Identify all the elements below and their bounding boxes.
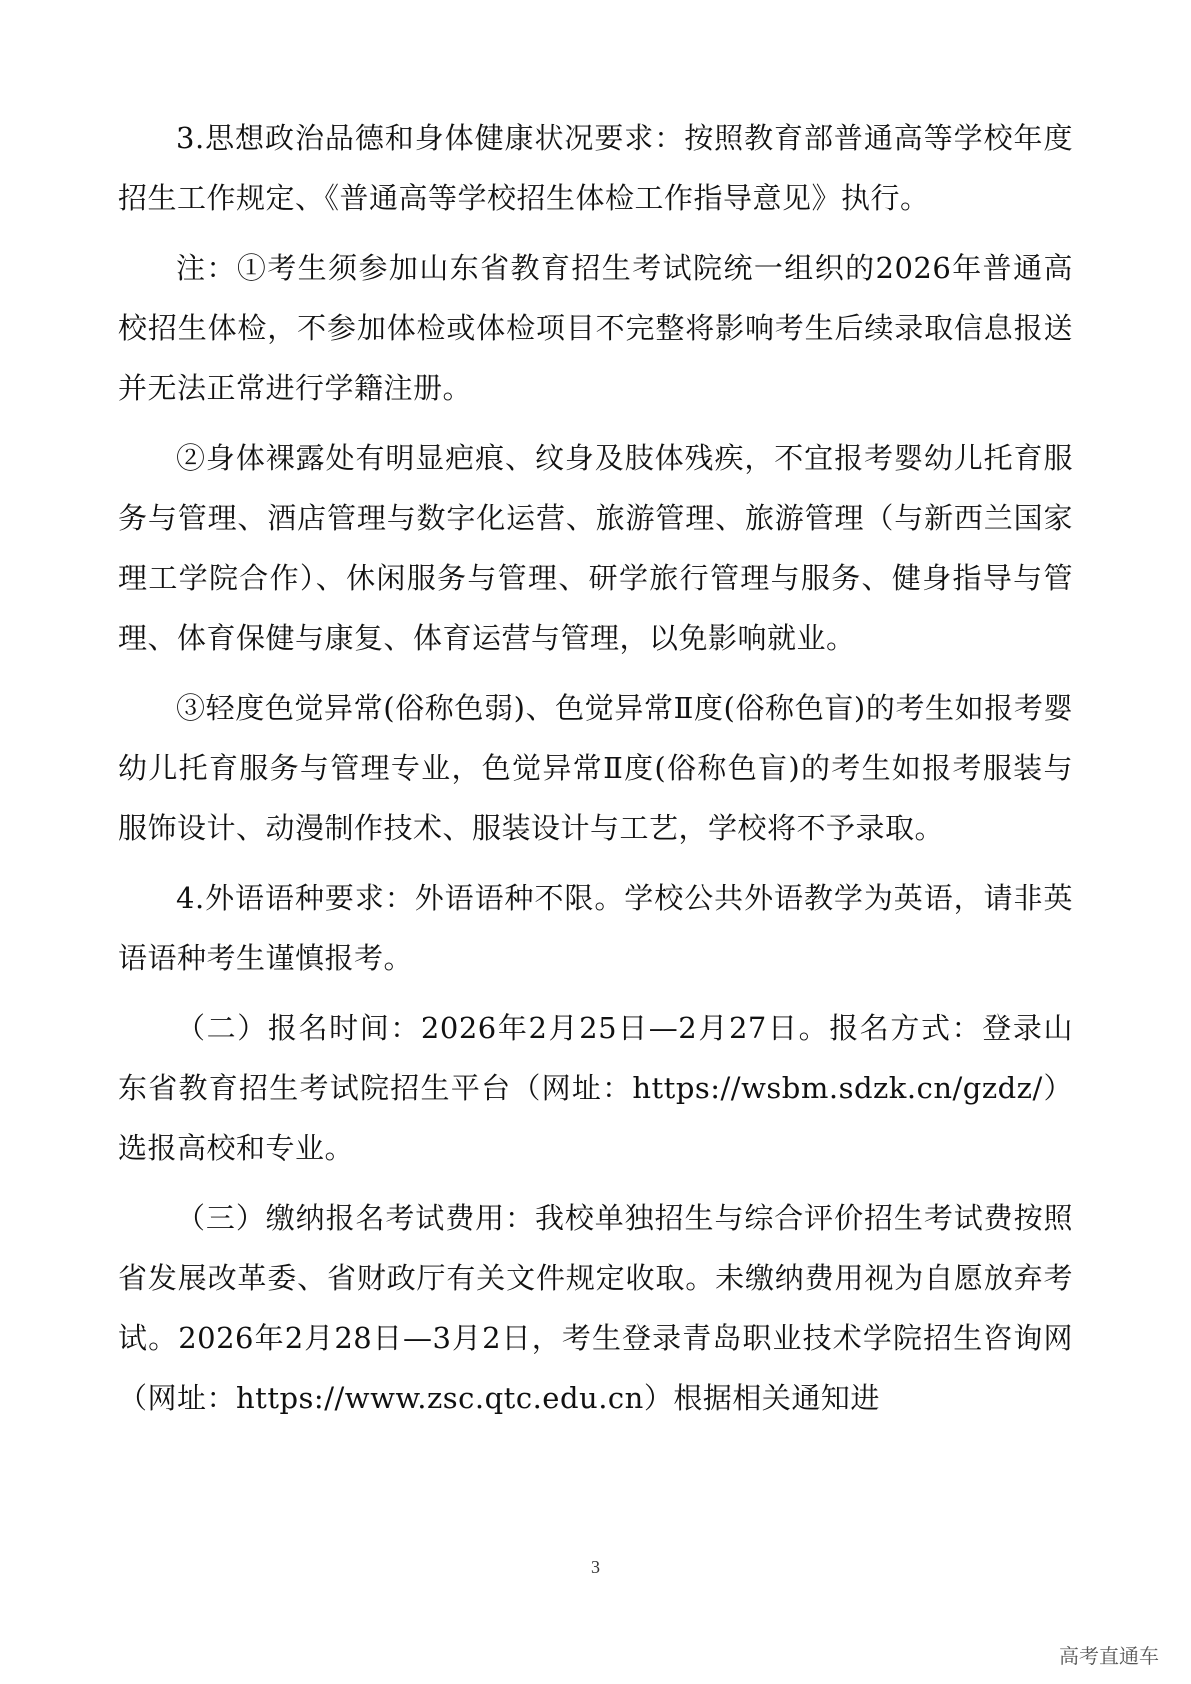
paragraph-note-physical-exam: 注：①考生须参加山东省教育招生考试院统一组织的2026年普通高校招生体检，不参加体检或体检项目不完整将影响考生后续录取信息报送并无法正常进行学籍注册。 [118, 251, 1073, 405]
watermark-text: 高考直通车 [1059, 1644, 1159, 1668]
paragraph-registration-time: （二）报名时间：2026年2月25日—2月27日。报名方式：登录山东省教育招生考试院招生平台（网址：https://wsbm.sdzk.cn/gzdz/）选报高校和专业。 [118, 1011, 1073, 1165]
document-body [118, 108, 1073, 1438]
paragraph-note-scars-tattoos: ②身体裸露处有明显疤痕、纹身及肢体残疾，不宜报考婴幼儿托育服务与管理、酒店管理与数字化运营、旅游管理、旅游管理（与新西兰国家理工学院合作）、休闲服务与管理、研学旅行管理与服务、健身指导与管理、体育保健与康复、体育运营与管理，以免影响就业。 [118, 441, 1073, 655]
paragraph-foreign-language: 4.外语语种要求：外语语种不限。学校公共外语教学为英语，请非英语语种考生谨慎报考。 [118, 881, 1073, 975]
paragraph-note-color-vision: ③轻度色觉异常(俗称色弱)、色觉异常Ⅱ度(俗称色盲)的考生如报考婴幼儿托育服务与管理专业，色觉异常Ⅱ度(俗称色盲)的考生如报考服装与服饰设计、动漫制作技术、服装设计与工艺，学校将不予录取。 [118, 691, 1073, 845]
paragraph-health-requirements: 3.思想政治品德和身体健康状况要求：按照教育部普通高等学校年度招生工作规定、《普通高等学校招生体检工作指导意见》执行。 [118, 121, 1073, 215]
paragraph-exam-fees: （三）缴纳报名考试费用：我校单独招生与综合评价招生考试费按照省发展改革委、省财政厅有关文件规定收取。未缴纳费用视为自愿放弃考试。2026年2月28日—3月2日，考生登录青岛职业技术学院招生咨询网（网址：https://www.zsc.qtc.edu.cn）根据相关通知进 [118, 1201, 1073, 1415]
page-number: 3 [591, 1557, 600, 1577]
